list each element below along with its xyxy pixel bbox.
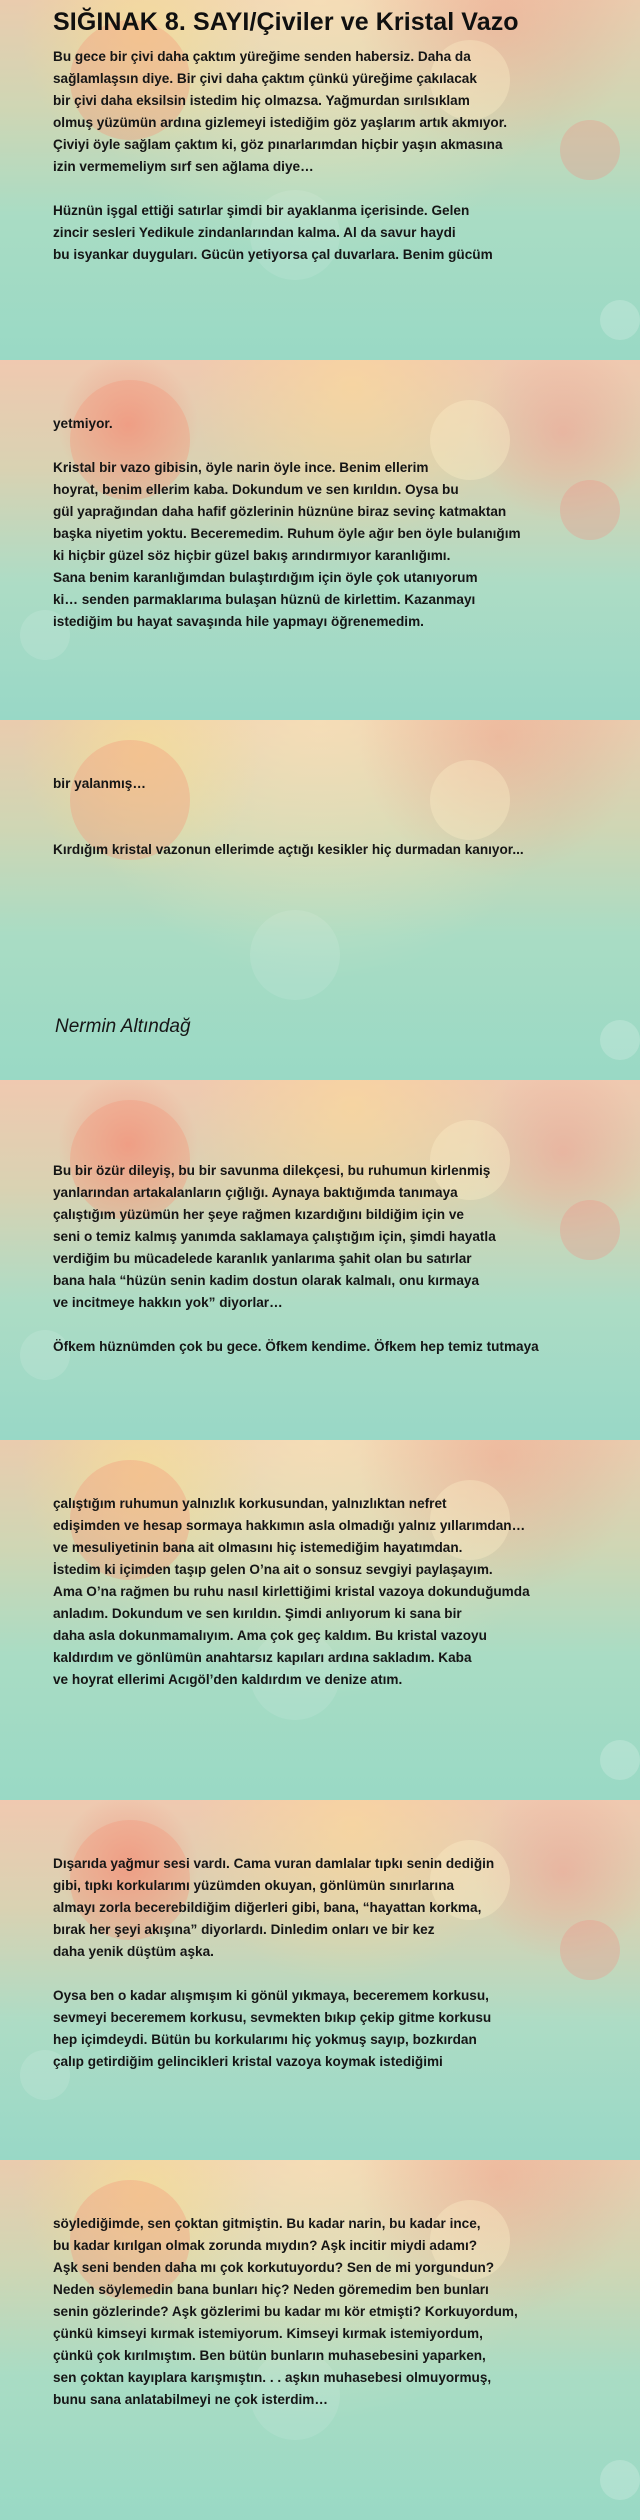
panel-5 [0,1440,640,1800]
poem-text: Bu bir özür dileyiş, bu bir savunma dilekçesi, bu ruhumun kirlenmiş yanlarından artakalanların çığlığı. Aynaya baktığımda tanımaya çalıştığım yüzümün her şeye rağmen kızardığını bildiğim için ve seni o temiz kalmış yanımda saklamaya çalıştığım için, şimdi hayatla verdiğim bu mücadelede karanlık yanlarıma şahit olan bu satırlar bana hala “hüzün senin kadim dostun olarak kalmalı, onu kırmaya ve incitmeye hakkın yok” diyorlar… Öfkem hüznümden çok bu gece. Öfkem kendime. Öfkem hep temiz tutmaya [53,1163,539,1354]
bokeh-light [600,1740,640,1780]
page-title: SIĞINAK 8. SAYI/Çiviler ve Kristal Vazo [53,8,519,36]
author-signature: Nermin Altındağ [55,1016,191,1037]
panel-6 [0,1800,640,2160]
panel-1 [0,0,640,360]
poem-text: Dışarıda yağmur sesi vardı. Cama vuran damlalar tıpkı senin dediğin gibi, tıpkı korkularımı yüzümden okuyan, gönlümün sınırlarına almayı zorla becerebildiğim diğerleri gibi, bana, “hayattan korkma, bırak her şeyi akışına” diyorlardı. Dinledim onları ve bir kez daha yenik düştüm aşka. Oysa ben o kadar alışmışım ki gönül yıkmaya, beceremem korkusu, sevmeyi beceremem korkusu, sevmekten bıkıp çekip gitme korkusu hep içimdeydi. Bütün bu korkularımı hiç yokmuş sayıp, bozkırdan çalıp getirdiğim gelincikleri kristal vazoya koymak istediğimi [53,1856,495,2069]
poem-text: Bu gece bir çivi daha çaktım yüreğime senden habersiz. Daha da sağlamlaşsın diye. Bir çivi daha çaktım çünkü yüreğime çakılacak bir çivi daha eksilsin istedim hiç olmazsa. Yağmurdan sırılsıklam olmuş yüzümün ardına gizlemeyi istediğim göz yaşlarım artık akmıyor. Çiviyi öyle sağlam çaktım ki, göz pınarlarımdan hiçbir yaşın akmasına izin vermemeliym sırf sen ağlama diye… Hüznün işgal ettiği satırlar şimdi bir ayaklanma içerisinde. Gelen zincir sesleri Yedikule zindanlarından kalma. Al da savur haydi bu isyankar duyguları. Gücün yetiyorsa çal duvarlara. Benim gücüm [53,49,508,262]
bokeh-light [600,300,640,340]
panel-7 [0,2160,640,2520]
poem-text: bir yalanmış… Kırdığım kristal vazonun ellerimde açtığı kesikler hiç durmadan kanıyor... [53,776,524,857]
panel-3 [0,720,640,1080]
poem-text: söylediğimde, sen çoktan gitmiştin. Bu kadar narin, bu kadar ince, bu kadar kırılgan olmak zorunda mıydın? Aşk incitir miydi adamı? Aşk seni benden daha mı çok korkutuyordu? Sen de mi yorgundun? Neden söylemedin bana bunları hiç? Neden göremedim ben bunları senin gözlerinde? Aşk gözlerimi bu kadar mı kör etmişti? Korkuyordum, çünkü kimseyi kırmak istemiyorum. Kimseyi kırmak istemiyordum, çünkü çok kırılmıştım. Ben bütün bunların muhasebesini yaparken, sen çoktan kayıplara karışmıştın. . . aşkın muhasebesi olmuyormuş, bunu sana anlatabilmeyi ne çok isterdim… [53,2216,518,2407]
panel-4 [0,1080,640,1440]
poem-text: çalıştığım ruhumun yalnızlık korkusundan, yalnızlıktan nefret edişimden ve hesap sormaya hakkımın asla olmadığı yalnız yıllarımdan… ve mesuliyetinin bana ait olmasını hiç istemediğim hayatımdan. İstedim ki içimden taşıp gelen O’na ait o sonsuz sevgiyi paylaşayım. Ama O’na rağmen bu ruhu nasıl kirlettiğimi kristal vazoya dokunduğumda anladım. Dokundum ve sen kırıldın. Şimdi anlıyorum ki sana bir daha asla dokunmamalıyım. Ama çok geç kaldım. Bu kristal vazoyu kaldırdım ve gönlümün anahtarsız kapıları ardına sakladım. Kaba ve hoyrat ellerimi Acıgöl’den kaldırdım ve denize atım. [53,1496,530,1687]
bokeh-light [600,1020,640,1060]
bokeh-light [600,2460,640,2500]
poem-text: yetmiyor. Kristal bir vazo gibisin, öyle narin öyle ince. Benim ellerim hoyrat, benim ellerim kaba. Dokundum ve sen kırıldın. Oysa bu gül yaprağından daha hafif gözlerinin hüznüne biraz sevinç katmaktan başka niyetim yoktu. Beceremedim. Ruhum öyle ağır ben öyle bulanığım ki hiçbir güzel söz hiçbir güzel bakış arındırmıyor karanlığımı. Sana benim karanlığımdan bulaştırdığım için öyle çok utanıyorum ki… senden parmaklarıma bulaşan hüznü de kirlettim. Kazanmayı istediğim bu hayat savaşında hile yapmayı öğrenemedim. [53,416,521,629]
panel-2 [0,360,640,720]
bokeh-light [250,910,340,1000]
